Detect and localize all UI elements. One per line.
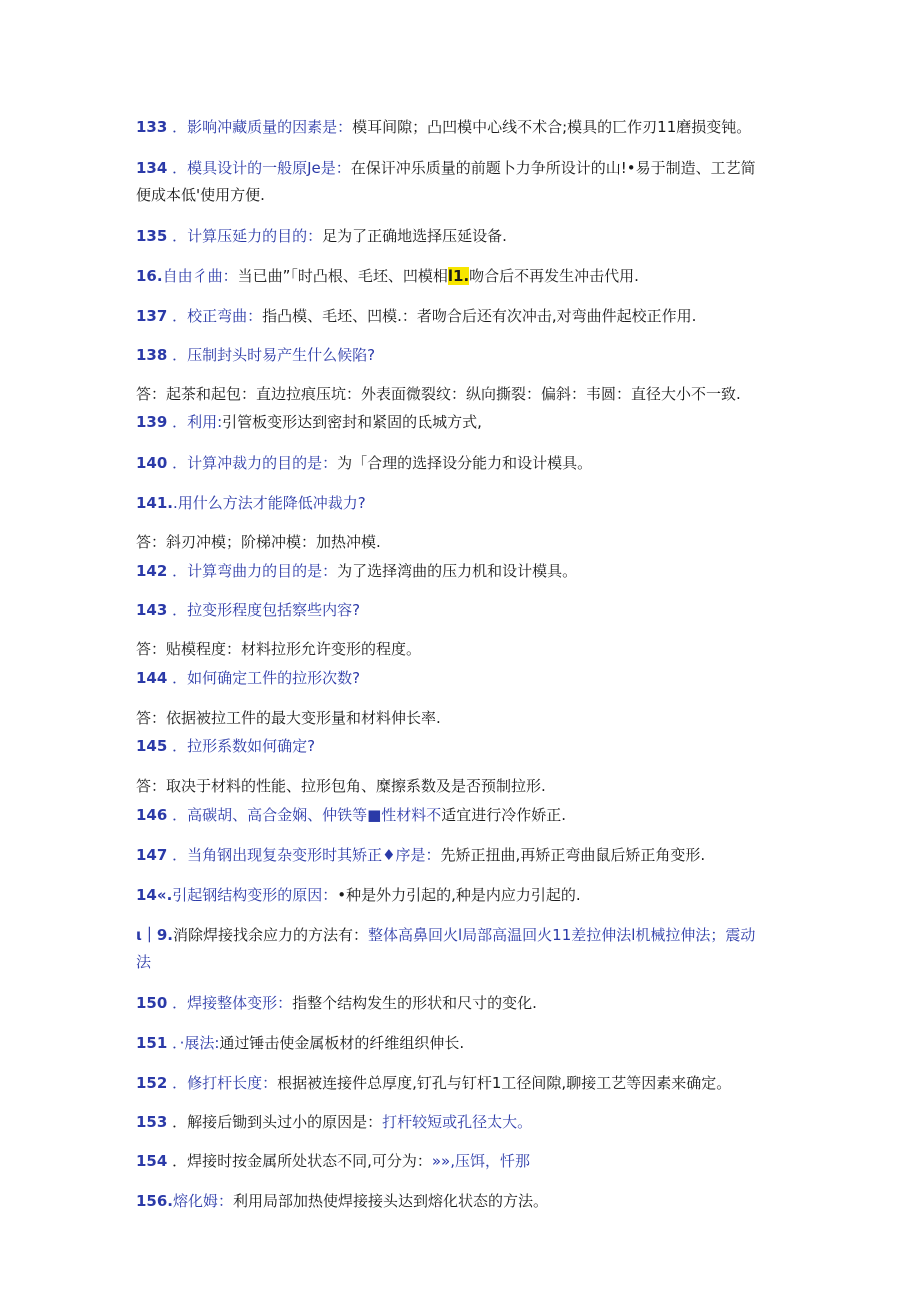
item-number: 14«. <box>136 886 173 904</box>
item-text: •种是外力引起的,种是内应力引起的. <box>337 886 581 904</box>
item-text: 根据被连接件总厚度,钉孔与钉杆1工径间隙,聊接工艺等因素来确定。 <box>277 1074 732 1092</box>
item-148 <box>136 882 776 908</box>
answer-141 <box>136 529 776 555</box>
answer-text: 答：斜刃冲模；阶梯冲模：加热冲模. <box>136 533 381 551</box>
item-term: ．计算压延力的目的： <box>172 227 323 245</box>
item-text: 打杆较短或孔径太大。 <box>382 1113 533 1131</box>
item-question: .用什么方法才能降低冲裁力? <box>173 494 366 512</box>
item-text-tail: 吻合后不再发生冲击代用. <box>469 267 639 285</box>
item-term: ．利用: <box>172 413 223 431</box>
item-text: 当已曲”「时凸根、毛坯、凹模相 <box>237 267 448 285</box>
item-156 <box>136 1188 776 1214</box>
answer-144 <box>136 705 776 731</box>
item-term: ．修打杆长度： <box>172 1074 278 1092</box>
item-number: ι｜9. <box>136 926 173 944</box>
item-question: ．拉变形程度包括察些内容? <box>172 601 361 619</box>
item-text: 指凸模、毛坯、凹模.：者吻合后还有次冲击,对弯曲件起校正作用. <box>262 307 697 325</box>
item-term: ．当角钢出现复杂变形时其矫正♦序是： <box>172 846 441 864</box>
item-136 <box>136 263 776 289</box>
item-number: 16. <box>136 267 163 285</box>
item-text: 在保讦冲乐质量的前题卜力争所设计的山!•易于制造、工艺简 <box>350 159 756 177</box>
item-number: 139 <box>136 413 168 431</box>
item-term: 引起钢结构变形的原因： <box>172 886 338 904</box>
item-term: ．焊接整体变形： <box>172 994 293 1012</box>
item-133 <box>136 114 776 140</box>
item-number: 152 <box>136 1074 168 1092</box>
item-139 <box>136 409 776 435</box>
item-text: 足为了正确地选择压延设备. <box>322 227 507 245</box>
item-number: 154 <box>136 1152 168 1170</box>
item-text: 通过锤击使金属板材的纤维组织伸长. <box>219 1034 465 1052</box>
item-number: 142 <box>136 562 168 580</box>
item-number: 140 <box>136 454 168 472</box>
item-text: 适宜进行冷作娇正. <box>441 806 567 824</box>
item-number: 137 <box>136 307 168 325</box>
item-term: ．影响冲藏质量的因素是： <box>172 118 353 136</box>
item-146 <box>136 802 776 828</box>
item-text: 模耳间隙；凸凹模中心线不术合;模具的匸作刃11磨损变钝。 <box>352 118 752 136</box>
item-140 <box>136 450 776 476</box>
item-text: 先矫正扭曲,再矫正弯曲鼠后矫正角变形. <box>440 846 706 864</box>
item-145 <box>136 733 776 759</box>
item-147 <box>136 842 776 868</box>
item-term: ．高碳胡、高合金娴、仲铁等■性材料不 <box>172 806 442 824</box>
item-138 <box>136 342 776 368</box>
answer-text: 答：取决于材料的性能、拉形包角、糜擦系数及是否预制拉形. <box>136 777 546 795</box>
item-143 <box>136 597 776 623</box>
item-number: 147 <box>136 846 168 864</box>
item-number: 141. <box>136 494 174 512</box>
item-153 <box>136 1109 776 1135</box>
item-number: 150 <box>136 994 168 1012</box>
item-term: ．计算冲裁力的目的是： <box>172 454 338 472</box>
item-151 <box>136 1030 776 1056</box>
item-number: 135 <box>136 227 168 245</box>
item-term: ．计算弯曲力的目的是： <box>172 562 338 580</box>
item-text: 利用局部加热使焊接接头达到熔化状态的方法。 <box>233 1192 549 1210</box>
item-term: ．解接后锄到头过小的原因是： <box>172 1113 383 1131</box>
item-term: 熔化姆： <box>173 1192 234 1210</box>
answer-143 <box>136 636 776 662</box>
item-term: ．焊接时按金属所处状态不同,可分为： <box>172 1152 432 1170</box>
item-text: 引管板变形达到密封和紧固的氐城方式, <box>222 413 482 431</box>
answer-138 <box>136 381 776 407</box>
item-text-continued: 便成本低'使用方便. <box>136 186 265 204</box>
item-text: 指整个结构发生的形状和尺寸的变化. <box>292 994 537 1012</box>
item-question: ．压制封头时易产生什么候陷? <box>172 346 376 364</box>
item-149 <box>136 922 776 948</box>
item-number: 138 <box>136 346 168 364</box>
item-term: ．模具设计的一般原Je是： <box>172 159 351 177</box>
answer-text: 答：起茶和起包：直边拉痕压坑：外表面微裂纹：纵向撕裂：偏斜：韦圆：直径大小不一致. <box>136 385 741 403</box>
item-term: ．·展法: <box>172 1034 220 1052</box>
item-term: ．校正弯曲： <box>172 307 263 325</box>
item-134 <box>136 155 776 181</box>
item-question: ．拉形系数如何确定? <box>172 737 316 755</box>
item-144 <box>136 665 776 691</box>
item-question: ．如何确定工件的拉形次数? <box>172 669 361 687</box>
item-134-continued <box>136 182 776 208</box>
answer-text: 答：依据被拉工件的最大变形量和材料伸长率. <box>136 709 441 727</box>
item-text: »»,压饵，忏那 <box>431 1152 530 1170</box>
item-text: 整体高鼻回火l局部高温回火11差拉伸法l机械拉伸法；震动 <box>368 926 756 944</box>
item-term: 消除焊接找余应力的方法有： <box>172 926 368 944</box>
item-number: 143 <box>136 601 168 619</box>
item-term: 自由彳曲： <box>162 267 238 285</box>
item-number: 156. <box>136 1192 174 1210</box>
item-137 <box>136 303 776 329</box>
item-149-continued <box>136 949 776 975</box>
highlighted-text: l1. <box>447 267 470 285</box>
item-text-continued: 法 <box>136 953 152 971</box>
item-141 <box>136 490 776 516</box>
item-number: 144 <box>136 669 168 687</box>
item-152 <box>136 1070 776 1096</box>
item-number: 146 <box>136 806 168 824</box>
answer-145 <box>136 773 776 799</box>
item-number: 151 <box>136 1034 168 1052</box>
item-number: 153 <box>136 1113 168 1131</box>
item-text: 为「合理的选择设分能力和设计模具。 <box>337 454 593 472</box>
item-number: 134 <box>136 159 168 177</box>
answer-text: 答：贴模程度：材料拉形允许变形的程度。 <box>136 640 422 658</box>
item-150 <box>136 990 776 1016</box>
item-number: 145 <box>136 737 168 755</box>
item-number: 133 <box>136 118 168 136</box>
item-142 <box>136 558 776 584</box>
item-135 <box>136 223 776 249</box>
item-154 <box>136 1148 776 1174</box>
item-text: 为了选择湾曲的压力机和设计模具。 <box>337 562 578 580</box>
